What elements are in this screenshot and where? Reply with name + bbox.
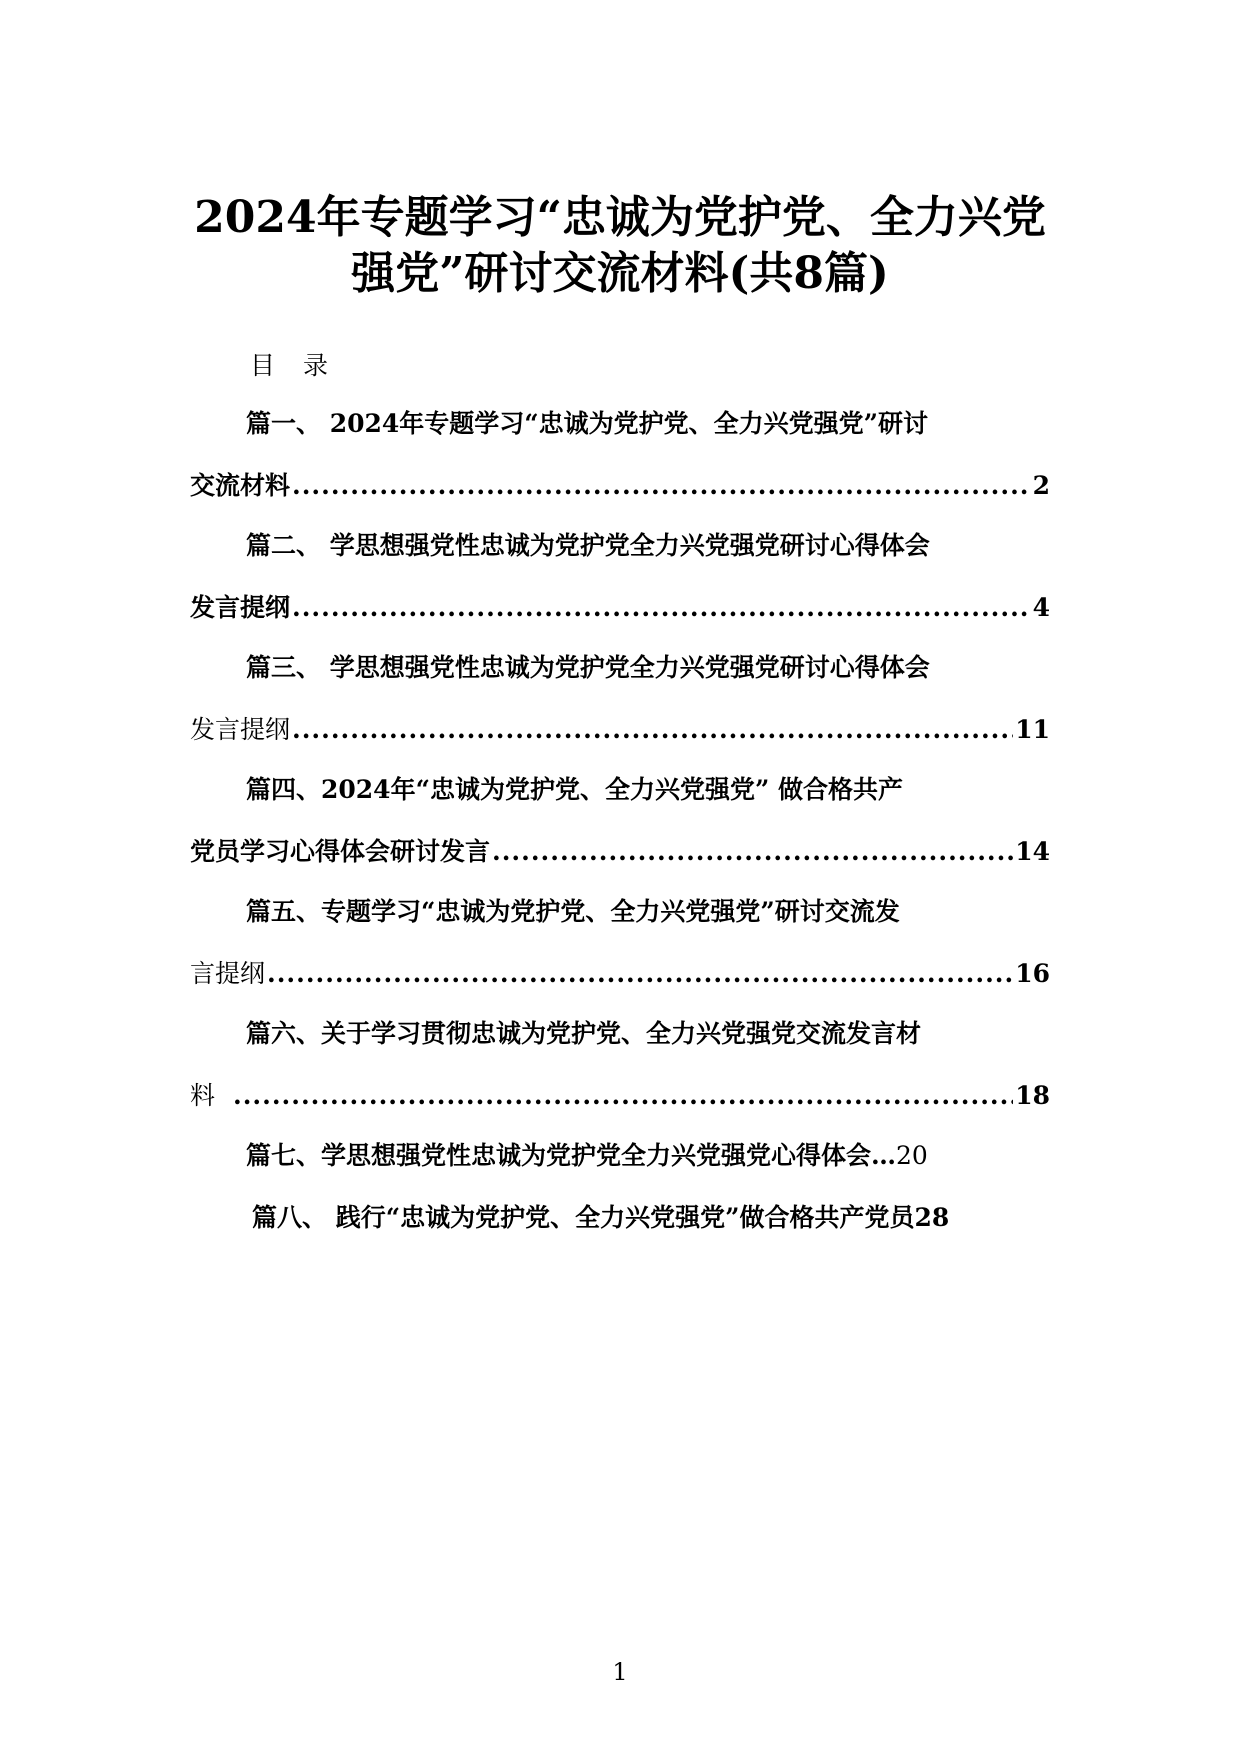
toc-leader-dots <box>233 1076 1013 1116</box>
toc-entry-3-page: 11 <box>1015 715 1050 744</box>
toc-entry-7-title: 篇七、学思想强党性忠诚为党护党全力兴党强党心得体会 <box>246 1141 872 1170</box>
toc-entry-4-continuation[interactable] <box>190 832 1050 872</box>
toc-entry-3-title[interactable]: 篇三、 学思想强党性忠诚为党护党全力兴党强党研讨心得体会 <box>246 653 930 682</box>
document-title-line-1: 2024年专题学习“忠诚为党护党、全力兴党 <box>194 192 1046 243</box>
toc-leader-dots <box>292 710 1013 750</box>
toc-entry-5-page: 16 <box>1015 959 1050 988</box>
toc-entry-1-continuation[interactable] <box>190 466 1050 506</box>
toc-entry-6-page: 18 <box>1015 1081 1050 1110</box>
toc-entry-6-title[interactable]: 篇六、关于学习贯彻忠诚为党护党、全力兴党强党交流发言材 <box>246 1019 922 1048</box>
toc-entry-4-page: 14 <box>1015 837 1050 866</box>
toc-entry-2-continuation[interactable] <box>190 588 1050 628</box>
toc-entry-7-page: 20 <box>896 1141 928 1170</box>
toc-entry-3-continuation[interactable] <box>190 710 1050 750</box>
toc-entry-8-title: 篇八、 践行“忠诚为党护党、全力兴党强党”做合格共产党员 <box>252 1203 915 1232</box>
toc-entry-8-page: 28 <box>914 1203 950 1232</box>
toc-entry-5-continuation[interactable] <box>190 954 1050 994</box>
toc-entry-2-title[interactable]: 篇二、 学思想强党性忠诚为党护党全力兴党强党研讨心得体会 <box>246 531 930 560</box>
document-title-line-2: 强党”研讨交流材料(共8篇) <box>351 248 889 299</box>
page-number: 1 <box>612 1658 628 1686</box>
toc-entry-7-ellipsis: … <box>871 1141 897 1170</box>
toc-leader-dots <box>292 588 1031 628</box>
toc-entry-2-title-end: 发言提纲 <box>190 593 291 622</box>
toc-entry-6-continuation[interactable] <box>190 1076 1050 1116</box>
toc-leader-dots <box>267 954 1013 994</box>
toc-entry-8[interactable] <box>252 1198 1102 1238</box>
toc-leader-dots <box>292 466 1031 506</box>
toc-entry-2-page: 4 <box>1032 593 1050 622</box>
toc-leader-dots <box>492 832 1013 872</box>
toc-entry-7[interactable] <box>246 1136 1050 1176</box>
toc-entry-4-title-end: 党员学习心得体会研讨发言 <box>190 837 491 866</box>
toc-entry-1-title[interactable]: 篇一、 2024年专题学习“忠诚为党护党、全力兴党强党”研讨 <box>246 409 929 438</box>
toc-entry-1-title-end: 交流材料 <box>190 471 291 500</box>
toc-heading: 目录 <box>250 351 357 380</box>
toc-entry-1-page: 2 <box>1032 471 1050 500</box>
toc-entry-5-title-end: 言提纲 <box>190 959 266 988</box>
toc-entry-4-title[interactable]: 篇四、2024年“忠诚为党护党、全力兴党强党” 做合格共产 <box>246 775 904 804</box>
toc-entry-5-title[interactable]: 篇五、专题学习“忠诚为党护党、全力兴党强党”研讨交流发 <box>246 897 900 926</box>
toc-entry-3-title-end: 发言提纲 <box>190 715 291 744</box>
toc-entry-6-title-end: 料 <box>190 1081 216 1110</box>
